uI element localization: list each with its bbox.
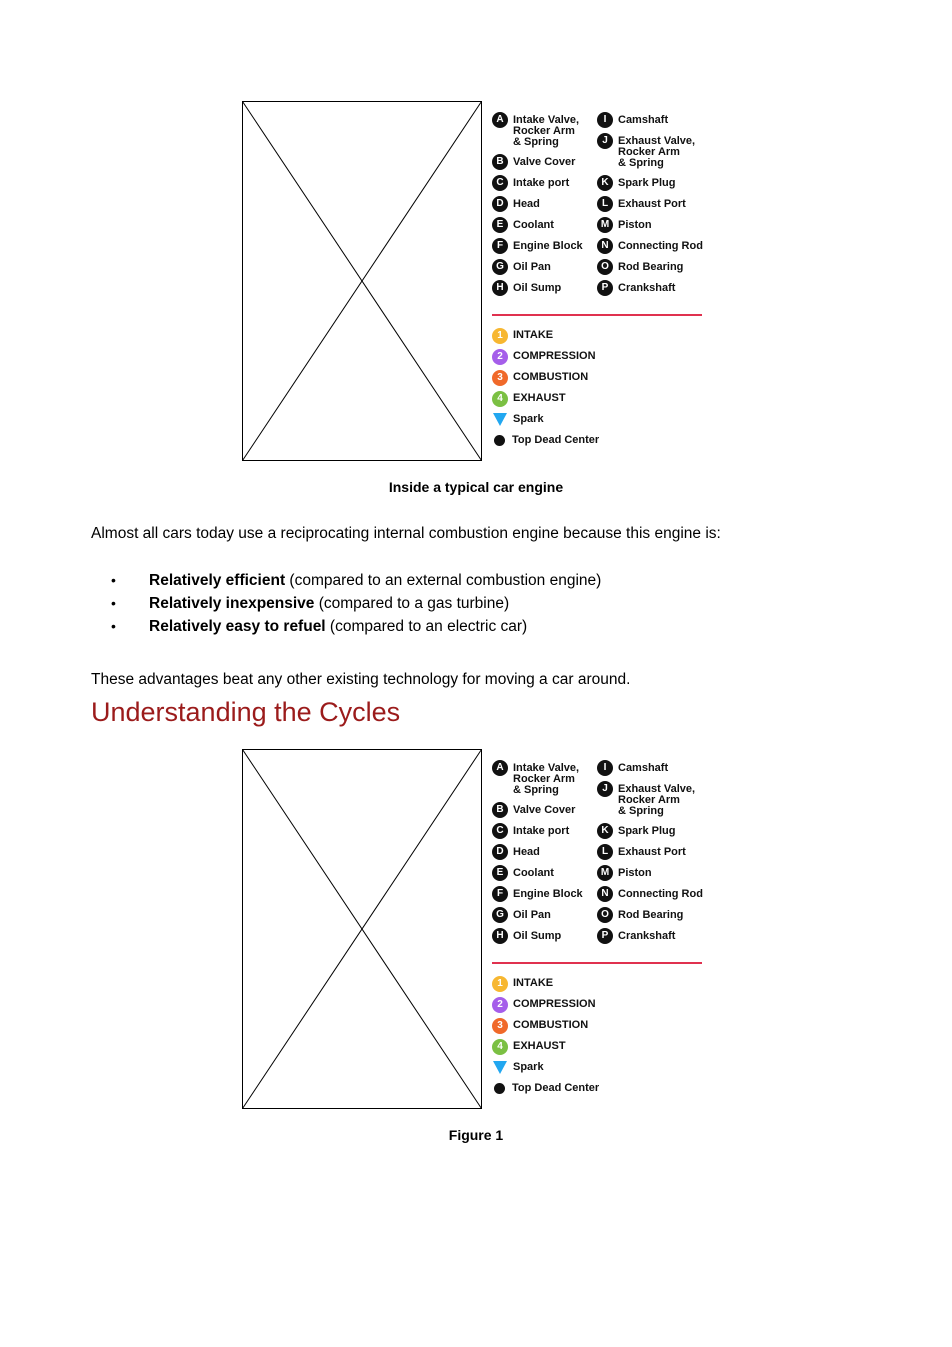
- stage-item: [492, 994, 599, 1015]
- spark-label: Spark: [513, 413, 544, 425]
- letter-badge-icon: F: [492, 238, 508, 254]
- spark-icon: [493, 413, 507, 426]
- legend-parts-column-2: [597, 115, 715, 304]
- legend-part-label: Piston: [618, 219, 652, 231]
- letter-badge-icon: C: [492, 823, 508, 839]
- stage-label: EXHAUST: [513, 1040, 566, 1052]
- advantages-list: [111, 572, 601, 641]
- legend-part-label: Intake Valve, Rocker Arm & Spring: [513, 762, 580, 796]
- legend-part: [492, 826, 596, 847]
- letter-badge-icon: I: [597, 112, 613, 128]
- letter-badge-icon: G: [492, 907, 508, 923]
- legend-part-label: Spark Plug: [618, 825, 676, 837]
- list-item: [111, 618, 601, 641]
- letter-badge-icon: K: [597, 823, 613, 839]
- list-item: [111, 595, 601, 618]
- letter-badge-icon: P: [597, 280, 613, 296]
- legend-part: [492, 220, 596, 241]
- letter-badge-icon: H: [492, 928, 508, 944]
- list-item-text: (compared to an electric car): [325, 618, 528, 635]
- list-item-bold: Relatively efficient: [149, 572, 286, 589]
- legend-part: [492, 910, 596, 931]
- legend-part: [492, 241, 596, 262]
- legend-part: [597, 763, 715, 784]
- stage-item: [492, 1015, 599, 1036]
- stage-number-icon: 4: [492, 1039, 508, 1055]
- legend-part-label: Rod Bearing: [618, 909, 684, 921]
- list-item-text: (compared to an external combustion engine): [285, 572, 602, 589]
- stage-number-icon: 1: [492, 976, 508, 992]
- legend-divider: [492, 314, 702, 316]
- legend-part: [597, 262, 715, 283]
- list-item: [111, 572, 601, 595]
- letter-badge-icon: E: [492, 217, 508, 233]
- legend-part-label: Oil Sump: [513, 282, 562, 294]
- legend-part: [492, 115, 596, 157]
- letter-badge-icon: N: [597, 886, 613, 902]
- legend-part: [492, 889, 596, 910]
- legend-part-label: Camshaft: [618, 762, 669, 774]
- dot-icon: [494, 435, 505, 446]
- letter-badge-icon: B: [492, 154, 508, 170]
- legend-part-label: Oil Sump: [513, 930, 562, 942]
- legend-part-label: Engine Block: [513, 240, 583, 252]
- legend-part: [597, 931, 715, 952]
- legend-stages: [492, 331, 599, 457]
- legend-part: [597, 889, 715, 910]
- legend-part-label: Spark Plug: [618, 177, 676, 189]
- letter-badge-icon: M: [597, 865, 613, 881]
- legend-part-label: Intake Valve, Rocker Arm & Spring: [513, 114, 580, 148]
- stage-item: [492, 973, 599, 994]
- legend-part: [492, 157, 596, 178]
- letter-badge-icon: L: [597, 196, 613, 212]
- legend-part-label: Oil Pan: [513, 261, 551, 273]
- stage-label: COMPRESSION: [513, 998, 596, 1010]
- letter-badge-icon: O: [597, 259, 613, 275]
- legend-part-label: Crankshaft: [618, 282, 676, 294]
- tdc-label: Top Dead Center: [512, 1082, 600, 1094]
- legend-part: [597, 241, 715, 262]
- legend-part-label: Valve Cover: [513, 804, 576, 816]
- legend-parts-column-1: [492, 115, 596, 304]
- legend-part: [492, 199, 596, 220]
- legend-part-label: Exhaust Valve, Rocker Arm & Spring: [618, 135, 696, 169]
- letter-badge-icon: J: [597, 781, 613, 797]
- letter-badge-icon: K: [597, 175, 613, 191]
- stage-number-icon: 3: [492, 1018, 508, 1034]
- legend-part-label: Piston: [618, 867, 652, 879]
- legend-part: [492, 805, 596, 826]
- stage-number-icon: 2: [492, 349, 508, 365]
- letter-badge-icon: N: [597, 238, 613, 254]
- dot-icon: [494, 1083, 505, 1094]
- letter-badge-icon: C: [492, 175, 508, 191]
- figure-caption: Inside a typical car engine: [388, 479, 564, 495]
- legend-part: [492, 178, 596, 199]
- legend-part: [597, 826, 715, 847]
- spark-label: Spark: [513, 1061, 544, 1073]
- legend-part-label: Connecting Rod: [618, 888, 703, 900]
- letter-badge-icon: G: [492, 259, 508, 275]
- engine-figure: [242, 749, 712, 1111]
- legend-part-label: Head: [513, 198, 540, 210]
- spark-item: [492, 409, 599, 430]
- stage-item: [492, 367, 599, 388]
- legend-part-label: Exhaust Valve, Rocker Arm & Spring: [618, 783, 696, 817]
- bullet-icon: •: [111, 618, 116, 634]
- engine-figure: [242, 101, 712, 463]
- stage-label: INTAKE: [513, 329, 554, 341]
- letter-badge-icon: E: [492, 865, 508, 881]
- legend-part-label: Intake port: [513, 177, 570, 189]
- stage-label: COMPRESSION: [513, 350, 596, 362]
- stage-number-icon: 2: [492, 997, 508, 1013]
- stage-item: [492, 346, 599, 367]
- engine-legend: [492, 762, 712, 1094]
- image-placeholder: [242, 101, 482, 461]
- legend-parts-column-1: [492, 763, 596, 952]
- legend-part: [597, 199, 715, 220]
- legend-part-label: Head: [513, 846, 540, 858]
- stage-number-icon: 4: [492, 391, 508, 407]
- legend-part: [597, 868, 715, 889]
- spark-icon: [493, 1061, 507, 1074]
- letter-badge-icon: J: [597, 133, 613, 149]
- legend-part-label: Exhaust Port: [618, 198, 686, 210]
- legend-part: [597, 115, 715, 136]
- stage-label: EXHAUST: [513, 392, 566, 404]
- legend-part: [597, 220, 715, 241]
- legend-part: [597, 136, 715, 178]
- stage-item: [492, 1036, 599, 1057]
- legend-part-label: Engine Block: [513, 888, 583, 900]
- engine-legend: [492, 114, 712, 446]
- section-heading: Understanding the Cycles: [91, 697, 401, 727]
- legend-part: [492, 262, 596, 283]
- stage-label: COMBUSTION: [513, 371, 589, 383]
- list-item-text: (compared to a gas turbine): [314, 595, 510, 612]
- stage-item: [492, 388, 599, 409]
- figure-caption: Figure 1: [448, 1127, 504, 1143]
- legend-part-label: Exhaust Port: [618, 846, 686, 858]
- stage-item: [492, 325, 599, 346]
- letter-badge-icon: F: [492, 886, 508, 902]
- stage-number-icon: 1: [492, 328, 508, 344]
- legend-part: [492, 283, 596, 304]
- letter-badge-icon: L: [597, 844, 613, 860]
- legend-part: [597, 847, 715, 868]
- tdc-item: [492, 430, 599, 451]
- legend-part-label: Coolant: [513, 867, 554, 879]
- legend-part: [597, 784, 715, 826]
- legend-part-label: Valve Cover: [513, 156, 576, 168]
- legend-parts-column-2: [597, 763, 715, 952]
- tdc-label: Top Dead Center: [512, 434, 600, 446]
- stage-number-icon: 3: [492, 370, 508, 386]
- legend-stages: [492, 979, 599, 1105]
- bullet-icon: •: [111, 572, 116, 588]
- bullet-icon: •: [111, 595, 116, 611]
- legend-part: [492, 763, 596, 805]
- legend-part-label: Intake port: [513, 825, 570, 837]
- letter-badge-icon: H: [492, 280, 508, 296]
- tdc-item: [492, 1078, 599, 1099]
- letter-badge-icon: O: [597, 907, 613, 923]
- legend-part: [492, 868, 596, 889]
- legend-part: [597, 910, 715, 931]
- legend-part-label: Camshaft: [618, 114, 669, 126]
- spark-item: [492, 1057, 599, 1078]
- legend-part-label: Oil Pan: [513, 909, 551, 921]
- legend-part: [597, 283, 715, 304]
- image-placeholder: [242, 749, 482, 1109]
- list-item-bold: Relatively easy to refuel: [149, 618, 326, 635]
- letter-badge-icon: D: [492, 844, 508, 860]
- letter-badge-icon: D: [492, 196, 508, 212]
- stage-label: COMBUSTION: [513, 1019, 589, 1031]
- letter-badge-icon: B: [492, 802, 508, 818]
- letter-badge-icon: P: [597, 928, 613, 944]
- legend-part-label: Rod Bearing: [618, 261, 684, 273]
- legend-part-label: Connecting Rod: [618, 240, 703, 252]
- list-item-bold: Relatively inexpensive: [149, 595, 315, 612]
- advantages-paragraph: These advantages beat any other existing technology for moving a car around.: [91, 671, 631, 688]
- legend-part: [492, 847, 596, 868]
- legend-part: [597, 178, 715, 199]
- legend-part-label: Crankshaft: [618, 930, 676, 942]
- stage-label: INTAKE: [513, 977, 554, 989]
- letter-badge-icon: I: [597, 760, 613, 776]
- letter-badge-icon: A: [492, 760, 508, 776]
- intro-paragraph: Almost all cars today use a reciprocating internal combustion engine because this engine is:: [91, 525, 721, 542]
- legend-part-label: Coolant: [513, 219, 554, 231]
- letter-badge-icon: A: [492, 112, 508, 128]
- letter-badge-icon: M: [597, 217, 613, 233]
- legend-part: [492, 931, 596, 952]
- legend-divider: [492, 962, 702, 964]
